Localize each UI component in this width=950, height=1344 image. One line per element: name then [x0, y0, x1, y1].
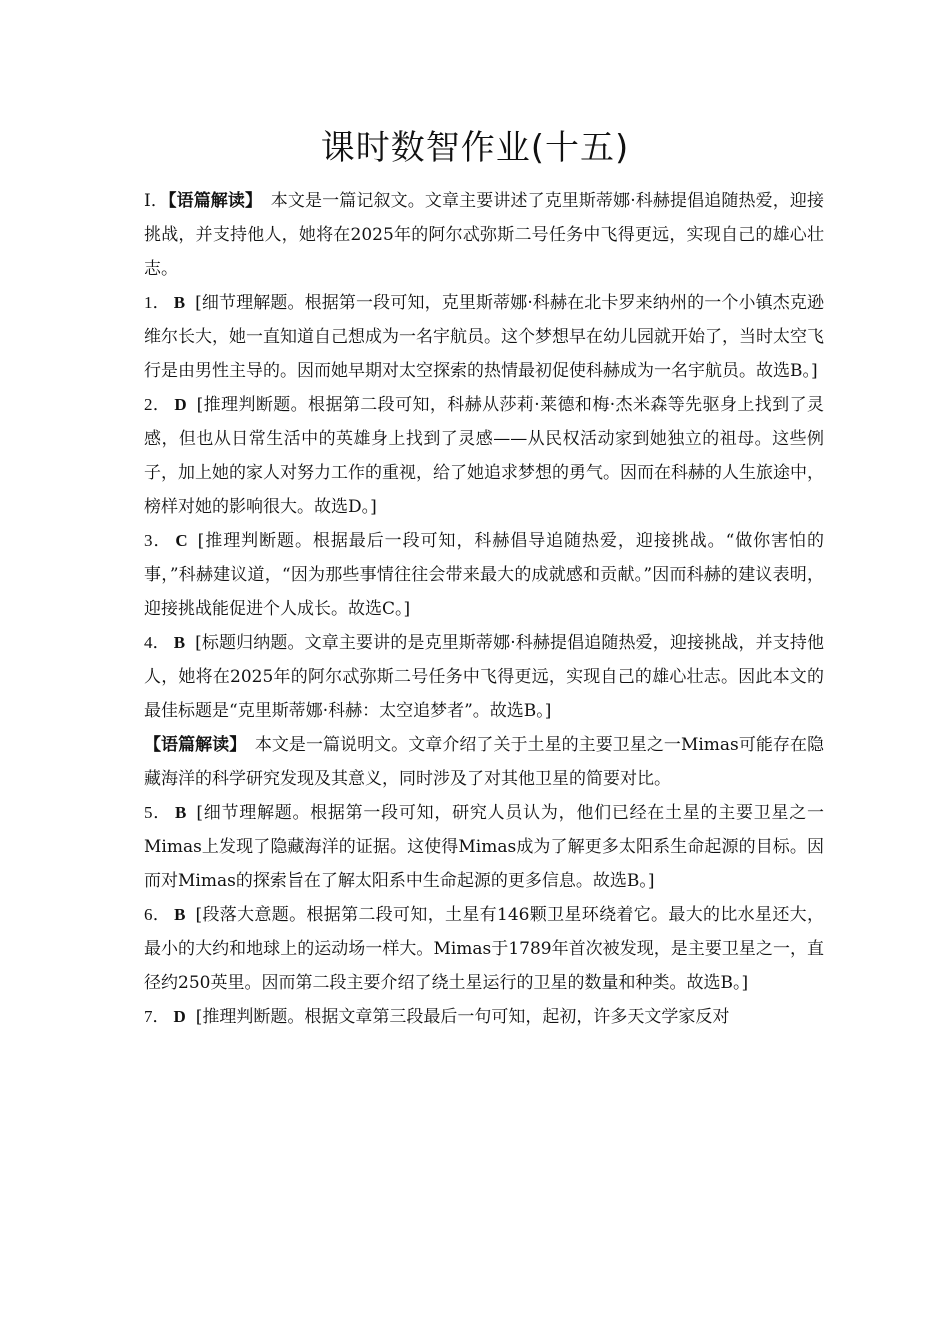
- question-explanation: [推理判断题。根据最后一段可知，科赫倡导追随热爱，迎接挑战。“做你害怕的事，”科赫建议道，“因为那些事情往往会带来最大的成就感和贡献。”因而科赫的建议表明，迎接挑战能促进个人成长。故选C。]: [144, 531, 824, 619]
- answer-content: [144, 184, 824, 1034]
- section1-label: 【语篇解读】: [167, 191, 254, 211]
- question-explanation: [细节理解题。根据第一段可知，研究人员认为，他们已经在土星的主要卫星之一Mimas上发现了隐藏海洋的证据。这使得Mimas成为了解更多太阳系生命起源的目标。因而对Mimas的探索旨在了解太阳系中生命起源的更多信息。故选B。]: [144, 803, 825, 891]
- section1-intro: [144, 184, 824, 286]
- question-2: [144, 388, 824, 524]
- question-explanation: [推理判断题。根据文章第三段最后一句可知，起初，许多天文学家反对: [195, 1007, 730, 1027]
- question-answer: B: [175, 803, 187, 822]
- question-explanation: [细节理解题。根据第一段可知，克里斯蒂娜·科赫在北卡罗来纳州的一个小镇杰克逊维尔长大，她一直知道自己想成为一名宇航员。这个梦想早在幼儿园就开始了，当时太空飞行是由男性主导的。因而她早期对太空探索的热情最初促使科赫成为一名宇航员。故选B。]: [144, 293, 824, 381]
- question-3: [144, 524, 824, 626]
- question-4: [144, 626, 824, 728]
- page-title: 课时数智作业(十五): [320, 128, 630, 168]
- question-explanation: [推理判断题。根据第二段可知，科赫从莎莉·莱德和梅·杰米森等先驱身上找到了灵感，但也从日常生活中的英雄身上找到了灵感——从民权活动家到她独立的祖母。这些例子，加上她的家人对努力工作的重视，给了她追求梦想的勇气。因而在科赫的人生旅途中，榜样对她的影响很大。故选D。]: [144, 395, 824, 517]
- section2-intro: [144, 728, 824, 796]
- section1-prefix: Ⅰ．: [144, 191, 168, 211]
- question-number: 6．: [144, 905, 171, 924]
- question-number: 3．: [144, 531, 172, 550]
- question-answer: B: [173, 293, 186, 312]
- question-answer: C: [175, 531, 188, 550]
- question-7: [144, 1000, 824, 1034]
- question-explanation: [标题归纳题。文章主要讲的是克里斯蒂娜·科赫提倡追随热爱，迎接挑战，并支持他人，她将在2025年的阿尔忒弥斯二号任务中飞得更远，实现自己的雄心壮志。因此本文的最佳标题是“克里斯蒂娜·科赫：太空追梦者”。故选B。]: [144, 633, 824, 721]
- section2-text: 本文是一篇说明文。文章介绍了关于土星的主要卫星之一Mimas可能存在隐藏海洋的科学研究发现及其意义，同时涉及了对其他卫星的简要对比。: [144, 735, 825, 789]
- question-6: [144, 898, 824, 1000]
- question-5: [144, 796, 824, 898]
- question-number: 5．: [144, 803, 171, 822]
- question-answer: D: [174, 395, 187, 414]
- question-number: 7．: [144, 1007, 170, 1026]
- question-answer: B: [174, 905, 186, 924]
- question-answer: D: [173, 1007, 186, 1026]
- section2-label: 【语篇解读】: [144, 735, 238, 755]
- question-number: 1．: [144, 293, 170, 312]
- question-number: 4．: [144, 633, 170, 652]
- question-explanation: [段落大意题。根据第二段可知，土星有146颗卫星环绕着它。最大的比水星还大，最小的大约和地球上的运动场一样大。Mimas于1789年首次被发现，是主要卫星之一，直径约250英里。因而第二段主要介绍了绕土星运行的卫星的数量和种类。故选B。]: [144, 905, 824, 993]
- question-answer: B: [173, 633, 186, 652]
- question-number: 2．: [144, 395, 171, 414]
- question-1: [144, 286, 824, 388]
- section1-text: 本文是一篇记叙文。文章主要讲述了克里斯蒂娜·科赫提倡追随热爱，迎接挑战，并支持他人，她将在2025年的阿尔忒弥斯二号任务中飞得更远，实现自己的雄心壮志。: [144, 191, 824, 279]
